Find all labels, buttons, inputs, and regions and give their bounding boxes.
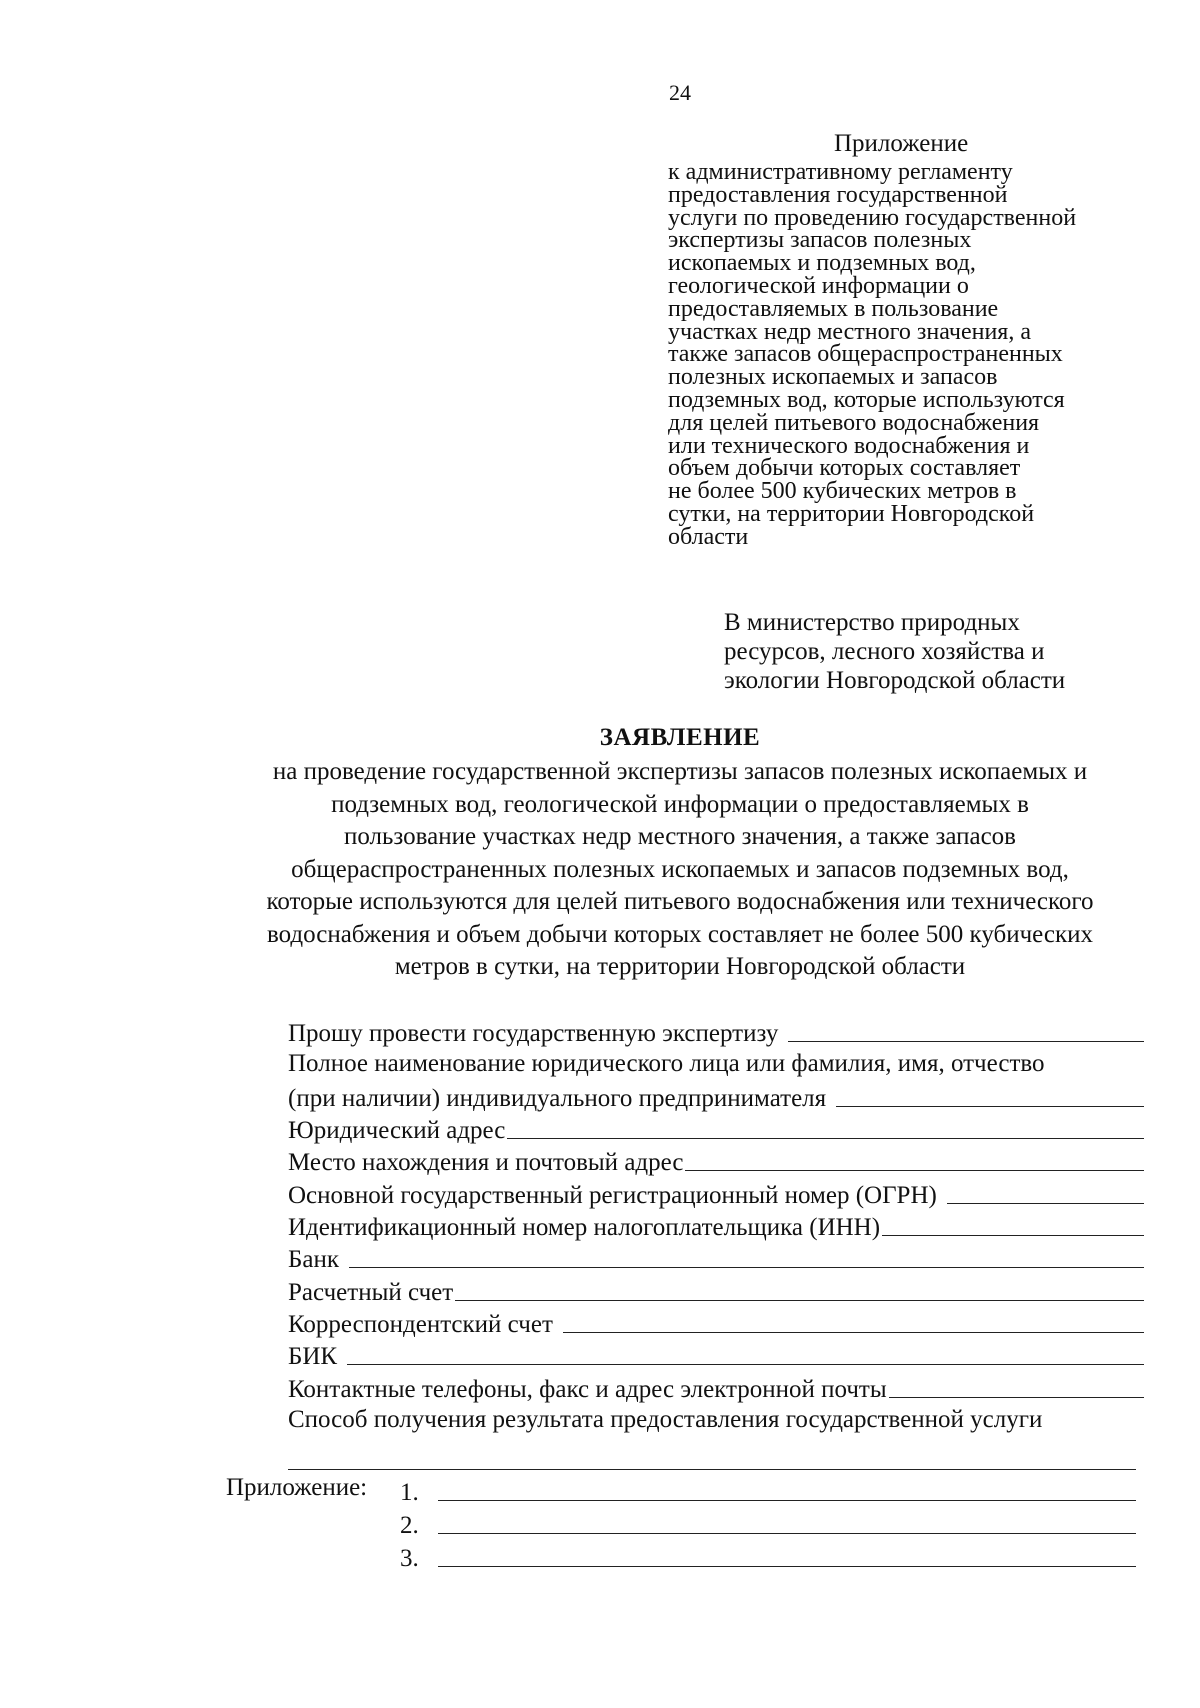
applicant-name-field[interactable]	[836, 1106, 1144, 1107]
appendix-reference-block	[668, 161, 1076, 549]
bank-label: Банк	[288, 1246, 339, 1274]
addressee-line: ресурсов, лесного хозяйства и	[724, 638, 1045, 665]
settlement-account-field[interactable]	[455, 1300, 1144, 1301]
appendix-line: полезных ископаемых и запасов	[668, 364, 998, 391]
attachment-number: 2.	[400, 1512, 419, 1539]
attachment-row	[400, 1540, 1136, 1573]
subtitle-line: водоснабжения и объем добычи которых составляет не более 500 кубических	[266, 920, 1094, 948]
subtitle-line: общераспространенных полезных ископаемых и запасов подземных вод,	[291, 855, 1069, 883]
ogrn-label: Основной государственный регистрационный номер (ОГРН)	[288, 1181, 937, 1209]
applicant-name-label-line1: Полное наименование юридического лица или фамилия, имя, отчество	[288, 1050, 1045, 1078]
settlement-account-label: Расчетный счет	[288, 1278, 454, 1306]
appendix-line: к административному регламенту	[668, 159, 1013, 185]
attachment-field[interactable]	[438, 1566, 1136, 1567]
correspondent-account-label: Корреспондентский счет	[288, 1310, 553, 1338]
appendix-line: подземных вод, которые используются	[668, 386, 1065, 413]
correspondent-account-row	[288, 1307, 1144, 1339]
appendix-line: объем добычи которых составляет	[668, 455, 1021, 482]
appendix-line: геологической информации о	[668, 272, 969, 299]
appendix-line: не более 500 кубических метров в	[668, 478, 1017, 505]
inn-label: Идентификационный номер налогоплательщика (ИНН)	[288, 1214, 881, 1242]
ogrn-field[interactable]	[947, 1203, 1144, 1204]
subtitle-line: на проведение государственной экспертизы запасов полезных ископаемых и	[272, 758, 1088, 785]
addressee-block	[724, 608, 1065, 695]
application-form	[288, 1016, 1144, 1436]
appendix-line: для целей питьевого водоснабжения	[668, 409, 1040, 436]
subtitle-line: подземных вод, геологической информации о предоставляемых в	[331, 790, 1029, 818]
attachments-list	[400, 1474, 1136, 1573]
inn-row	[288, 1210, 1144, 1242]
appendix-line: предоставляемых в пользование	[668, 295, 999, 322]
subtitle-line: метров в сутки, на территории Новгородской области	[394, 953, 966, 980]
appendix-line: услуги по проведению государственной	[668, 204, 1077, 231]
document-subtitle	[210, 756, 1150, 984]
document-title: ЗАЯВЛЕНИЕ	[599, 724, 761, 751]
subtitle-line: пользование участках недр местного значения, а также запасов	[344, 823, 1016, 850]
page-number: 24	[669, 80, 691, 105]
contacts-row	[288, 1371, 1144, 1403]
examination-request-field[interactable]	[788, 1041, 1144, 1042]
attachments-label: Приложение:	[226, 1474, 368, 1501]
appendix-title: Приложение	[834, 130, 969, 157]
bank-field[interactable]	[349, 1267, 1144, 1268]
bank-row	[288, 1242, 1144, 1274]
postal-address-field[interactable]	[685, 1170, 1144, 1171]
examination-request-row	[288, 1016, 1144, 1048]
appendix-line: области	[668, 523, 749, 550]
bik-field[interactable]	[347, 1364, 1144, 1365]
bik-label: БИК	[288, 1343, 338, 1371]
subtitle-line: которые используются для целей питьевого водоснабжения или технического	[266, 888, 1094, 915]
bik-row	[288, 1339, 1144, 1371]
examination-request-label: Прошу провести государственную экспертизу	[288, 1020, 779, 1048]
postal-address-label: Место нахождения и почтовый адрес	[288, 1149, 684, 1177]
appendix-line: также запасов общераспространенных	[668, 341, 1063, 368]
postal-address-row	[288, 1145, 1144, 1177]
applicant-name-label-line2: (при наличии) индивидуального предпринимателя	[288, 1084, 827, 1112]
attachment-row	[400, 1507, 1136, 1540]
ogrn-row	[288, 1177, 1144, 1209]
applicant-name-row	[288, 1081, 1144, 1113]
addressee-line: В министерство природных	[724, 609, 1020, 636]
appendix-line: предоставления государственной	[668, 181, 1008, 208]
result-method-field[interactable]	[288, 1469, 1136, 1470]
correspondent-account-field[interactable]	[563, 1332, 1144, 1333]
legal-address-field[interactable]	[507, 1138, 1144, 1139]
addressee-line: экологии Новгородской области	[724, 667, 1066, 694]
attachment-field[interactable]	[438, 1500, 1136, 1501]
attachment-field[interactable]	[438, 1533, 1136, 1534]
inn-field[interactable]	[882, 1235, 1144, 1236]
appendix-line: или технического водоснабжения и	[668, 432, 1030, 459]
attachment-number: 3.	[400, 1545, 419, 1572]
appendix-line: экспертизы запасов полезных	[668, 227, 972, 254]
settlement-account-row	[288, 1274, 1144, 1306]
contacts-label: Контактные телефоны, факс и адрес электронной почты	[288, 1375, 887, 1403]
appendix-line: сутки, на территории Новгородской	[668, 500, 1035, 527]
legal-address-row	[288, 1113, 1144, 1145]
attachment-number: 1.	[400, 1479, 419, 1506]
appendix-line: участках недр местного значения, а	[668, 318, 1031, 345]
legal-address-label: Юридический адрес	[288, 1117, 506, 1145]
contacts-field[interactable]	[889, 1397, 1144, 1398]
appendix-line: ископаемых и подземных вод,	[668, 250, 976, 277]
result-method-label: Способ получения результата предоставления государственной услуги	[288, 1405, 1043, 1433]
attachment-row	[400, 1474, 1136, 1507]
